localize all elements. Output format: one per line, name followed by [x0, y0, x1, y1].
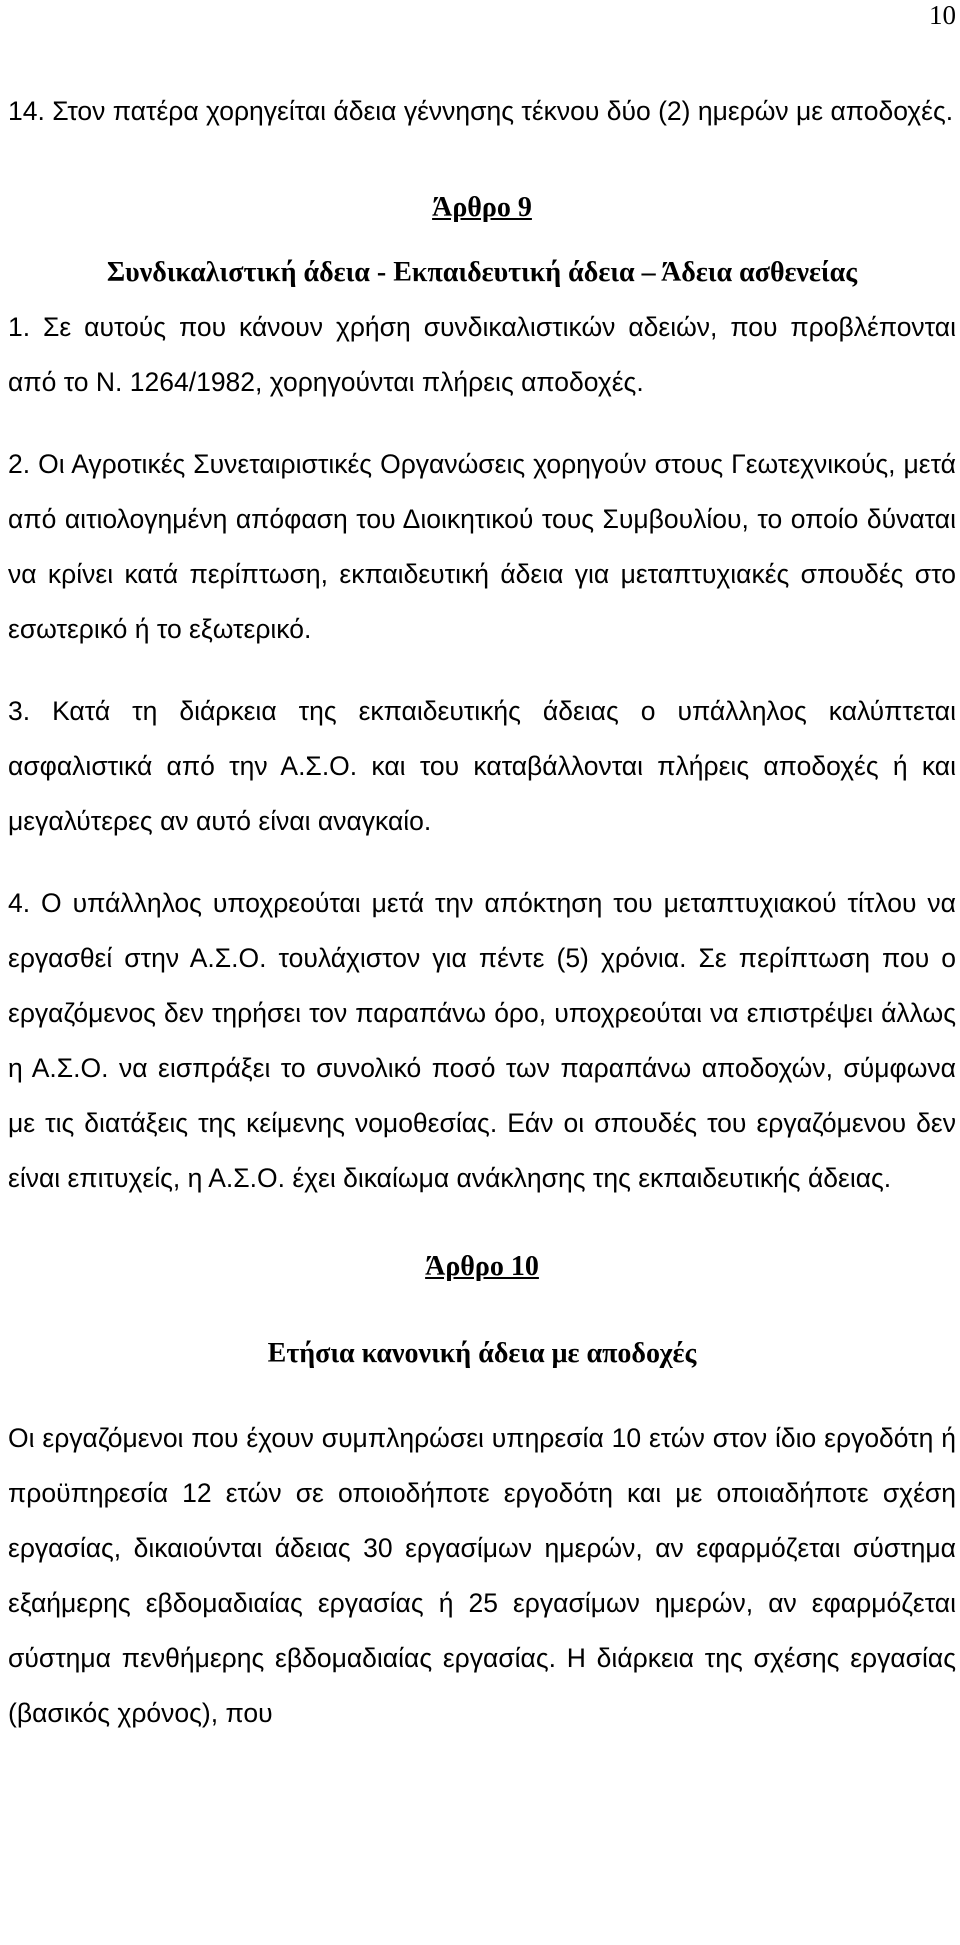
article-9-heading: Άρθρο 9: [432, 192, 532, 223]
article-9-paragraph-2: 2. Οι Αγροτικές Συνεταιριστικές Οργανώσεις χορηγούν στους Γεωτεχνικούς, μετά από αιτιολογημένη απόφαση του Διοικητικού τους Συμβουλίου, το οποίο δύναται να κρίνει κατά περίπτωση, εκπαιδευτική άδεια για μεταπτυχιακές σπουδές στο εσωτερικό ή το εξωτερικό.: [8, 449, 956, 644]
article-10-heading: Άρθρο 10: [425, 1251, 539, 1282]
article-9-paragraph-4: 4. Ο υπάλληλος υποχρεούται μετά την απόκτηση του μεταπτυχιακού τίτλου να εργασθεί στην Α.Σ.Ο. τουλάχιστον για πέντε (5) χρόνια. Σε περίπτωση που ο εργαζόμενος δεν τηρήσει τον παραπάνω όρο, υποχρεούται να επιστρέψει άλλως η Α.Σ.Ο. να εισπράξει το συνολικό ποσό των παραπάνω αποδοχών, σύμφωνα με τις διατάξεις της κείμενης νομοθεσίας. Εάν οι σπουδές του εργαζόμενου δεν είναι επιτυχείς, η Α.Σ.Ο. έχει δικαίωμα ανάκλησης της εκπαιδευτικής άδειας.: [8, 888, 956, 1193]
article-9-paragraph-3: 3. Κατά τη διάρκεια της εκπαιδευτικής άδειας ο υπάλληλος καλύπτεται ασφαλιστικά από την Α.Σ.Ο. και του καταβάλλονται πλήρεις αποδοχές ή και μεγαλύτερες αν αυτό είναι αναγκαίο.: [8, 696, 956, 836]
page-number: 10: [929, 0, 956, 30]
paragraph-14: 14. Στον πατέρα χορηγείται άδεια γέννησης τέκνου δύο (2) ημερών με αποδοχές.: [8, 96, 954, 126]
document-body: [8, 84, 956, 1741]
article-10-title: Ετήσια κανονική άδεια με αποδοχές: [267, 1338, 697, 1369]
article-9-paragraph-1: 1. Σε αυτούς που κάνουν χρήση συνδικαλιστικών αδειών, που προβλέπονται από το Ν. 1264/1982, χορηγούνται πλήρεις αποδοχές.: [8, 312, 956, 397]
article-9-title: Συνδικαλιστική άδεια - Εκπαιδευτική άδεια – Άδεια ασθενείας: [106, 257, 858, 288]
article-10-paragraph-1: Οι εργαζόμενοι που έχουν συμπληρώσει υπηρεσία 10 ετών στον ίδιο εργοδότη ή προϋπηρεσία 12 ετών σε οποιοδήποτε εργοδότη και με οποιαδήποτε σχέση εργασίας, δικαιούνται άδειας 30 εργασίμων ημερών, αν εφαρμόζεται σύστημα εξαήμερης εβδομαδιαίας εργασίας ή 25 εργασίμων ημερών, αν εφαρμόζεται σύστημα πενθήμερης εβδομαδιαίας εργασίας. Η διάρκεια της σχέσης εργασίας (βασικός χρόνος), που: [8, 1423, 956, 1728]
